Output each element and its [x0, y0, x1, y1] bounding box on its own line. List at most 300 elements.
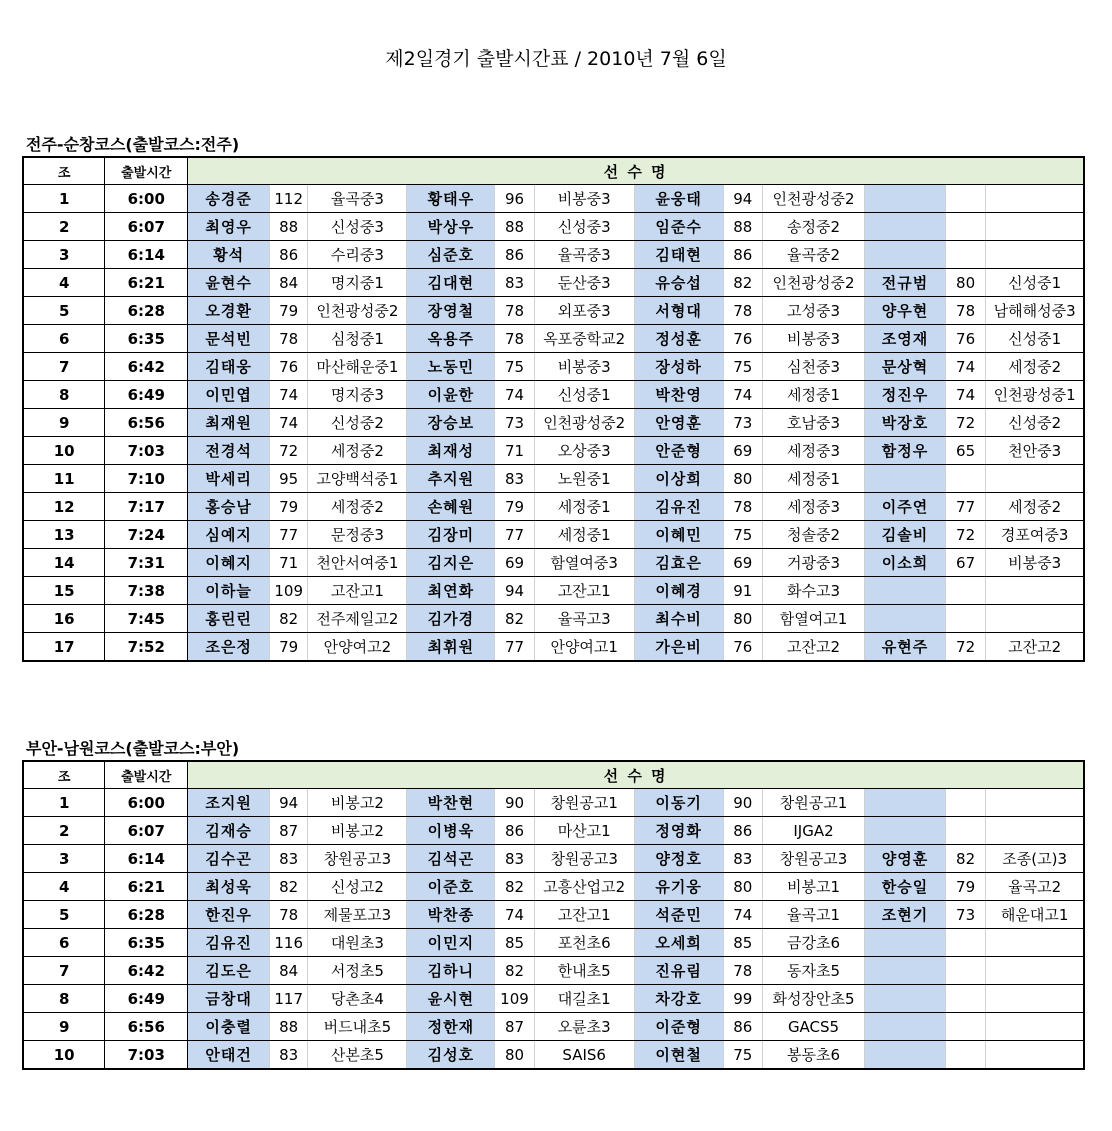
player-school: 조종(고)3	[986, 845, 1084, 873]
empty-school-cell	[986, 789, 1084, 817]
player-name: 최재원	[188, 409, 270, 437]
player-school: 명지중3	[308, 381, 407, 409]
player-score: 74	[945, 381, 985, 409]
player-school: 둔산중3	[534, 269, 634, 297]
player-name: 김장미	[407, 521, 495, 549]
player-name: 김수곤	[188, 845, 270, 873]
player-score: 72	[945, 409, 985, 437]
header-players: 선 수 명	[188, 761, 1084, 789]
player-name: 이소희	[865, 549, 946, 577]
start-time: 6:14	[105, 241, 188, 269]
player-score: 78	[495, 297, 534, 325]
player-name: 유현주	[865, 633, 946, 662]
player-score: 87	[270, 817, 308, 845]
start-time: 6:07	[105, 213, 188, 241]
player-school: 마산해운중1	[308, 353, 407, 381]
player-school: 세정중1	[763, 381, 865, 409]
table-row	[23, 213, 1084, 241]
player-school: 세정중1	[534, 493, 634, 521]
player-name: 이윤한	[407, 381, 495, 409]
player-school: 버드내초5	[308, 1013, 407, 1041]
player-name: 윤시현	[407, 985, 495, 1013]
player-score: 83	[495, 845, 534, 873]
player-name: 전규범	[865, 269, 946, 297]
player-score: 74	[723, 381, 762, 409]
player-name: 김유진	[188, 929, 270, 957]
group-number: 10	[23, 437, 105, 465]
player-school: 문정중3	[308, 521, 407, 549]
section-title-jeonju: 전주-순창코스(출발코스:전주)	[26, 135, 240, 154]
player-score: 72	[270, 437, 308, 465]
player-score: 69	[723, 549, 762, 577]
player-school: 비봉고2	[308, 817, 407, 845]
empty-score-cell	[945, 817, 985, 845]
player-school: 세정중3	[763, 493, 865, 521]
player-score: 69	[495, 549, 534, 577]
player-name: 유승섭	[634, 269, 723, 297]
player-score: 86	[723, 817, 762, 845]
player-school: 고잔고1	[308, 577, 407, 605]
table-row	[23, 1013, 1084, 1041]
player-name: 안영훈	[634, 409, 723, 437]
group-number: 7	[23, 957, 105, 985]
player-name: 박상우	[407, 213, 495, 241]
player-school: 고잔고1	[534, 577, 634, 605]
player-score: 82	[723, 269, 762, 297]
group-number: 17	[23, 633, 105, 662]
player-score: 79	[270, 633, 308, 662]
player-school: 대원초3	[308, 929, 407, 957]
player-score: 85	[495, 929, 534, 957]
empty-score-cell	[945, 957, 985, 985]
player-score: 117	[270, 985, 308, 1013]
player-school: 고잔고2	[763, 633, 865, 662]
player-school: 창원공고3	[308, 845, 407, 873]
player-score: 76	[723, 633, 762, 662]
player-name: 김석곤	[407, 845, 495, 873]
empty-score-cell	[945, 605, 985, 633]
player-name: 문상혁	[865, 353, 946, 381]
player-school: 명지중1	[308, 269, 407, 297]
player-score: 112	[270, 185, 308, 213]
table-row	[23, 521, 1084, 549]
empty-name-cell	[865, 605, 946, 633]
group-number: 10	[23, 1041, 105, 1070]
player-score: 77	[495, 633, 534, 662]
player-name: 장성하	[634, 353, 723, 381]
player-score: 83	[270, 1041, 308, 1070]
player-name: 김도은	[188, 957, 270, 985]
player-name: 조현기	[865, 901, 946, 929]
player-name: 이민지	[407, 929, 495, 957]
player-name: 오경환	[188, 297, 270, 325]
table-row	[23, 929, 1084, 957]
player-score: 73	[945, 901, 985, 929]
player-school: 안양여고2	[308, 633, 407, 662]
player-score: 94	[270, 789, 308, 817]
player-school: 금강초6	[763, 929, 865, 957]
player-name: 박찬종	[407, 901, 495, 929]
group-number: 7	[23, 353, 105, 381]
player-score: 77	[495, 521, 534, 549]
player-name: 황태우	[407, 185, 495, 213]
player-score: 86	[723, 1013, 762, 1041]
player-name: 심준호	[407, 241, 495, 269]
player-school: 율곡중3	[308, 185, 407, 213]
group-number: 15	[23, 577, 105, 605]
player-score: 90	[723, 789, 762, 817]
table-row	[23, 845, 1084, 873]
start-time: 6:14	[105, 845, 188, 873]
start-time: 7:17	[105, 493, 188, 521]
player-name: 석준민	[634, 901, 723, 929]
player-school: 외포중3	[534, 297, 634, 325]
player-score: 78	[495, 325, 534, 353]
player-name: 김태웅	[188, 353, 270, 381]
header-start-time: 출발시간	[105, 157, 188, 185]
player-school: 노원중1	[534, 465, 634, 493]
empty-score-cell	[945, 1041, 985, 1070]
player-name: 양영훈	[865, 845, 946, 873]
player-school: 인천광성중1	[986, 381, 1084, 409]
player-name: 김대현	[407, 269, 495, 297]
player-school: 봉동초6	[763, 1041, 865, 1070]
empty-score-cell	[945, 1013, 985, 1041]
section-title-buan: 부안-남원코스(출발코스:부안)	[26, 739, 240, 758]
empty-score-cell	[945, 929, 985, 957]
player-name: 이동기	[634, 789, 723, 817]
group-number: 2	[23, 817, 105, 845]
player-score: 80	[723, 873, 762, 901]
empty-score-cell	[945, 185, 985, 213]
player-score: 83	[495, 465, 534, 493]
header-players: 선 수 명	[188, 157, 1084, 185]
player-name: 정영화	[634, 817, 723, 845]
player-score: 109	[270, 577, 308, 605]
empty-name-cell	[865, 957, 946, 985]
group-number: 2	[23, 213, 105, 241]
table-row	[23, 185, 1084, 213]
table-row	[23, 957, 1084, 985]
player-school: 대길초1	[534, 985, 634, 1013]
player-school: 신성중3	[308, 213, 407, 241]
start-time: 6:07	[105, 817, 188, 845]
empty-school-cell	[986, 1013, 1084, 1041]
player-score: 78	[270, 325, 308, 353]
player-score: 76	[723, 325, 762, 353]
player-score: 94	[723, 185, 762, 213]
player-score: 86	[270, 241, 308, 269]
group-number: 6	[23, 929, 105, 957]
player-school: 안양여고1	[534, 633, 634, 662]
player-school: 율곡고1	[763, 901, 865, 929]
player-school: 서정초5	[308, 957, 407, 985]
player-school: 남해해성중3	[986, 297, 1084, 325]
player-name: 전경석	[188, 437, 270, 465]
player-school: 송정중2	[763, 213, 865, 241]
player-name: 이혜민	[634, 521, 723, 549]
player-name: 오세희	[634, 929, 723, 957]
player-score: 71	[495, 437, 534, 465]
player-school: 인천광성중2	[763, 269, 865, 297]
player-name: 한진우	[188, 901, 270, 929]
player-score: 74	[495, 901, 534, 929]
player-name: 홍승남	[188, 493, 270, 521]
player-name: 홍린린	[188, 605, 270, 633]
player-name: 김가경	[407, 605, 495, 633]
start-time: 6:28	[105, 297, 188, 325]
empty-school-cell	[986, 241, 1084, 269]
player-score: 86	[495, 817, 534, 845]
player-score: 73	[723, 409, 762, 437]
group-number: 8	[23, 381, 105, 409]
table-row	[23, 549, 1084, 577]
group-number: 1	[23, 789, 105, 817]
empty-name-cell	[865, 213, 946, 241]
player-name: 김성호	[407, 1041, 495, 1070]
player-name: 가은비	[634, 633, 723, 662]
player-score: 88	[495, 213, 534, 241]
player-name: 최연화	[407, 577, 495, 605]
player-school: 비봉중3	[534, 353, 634, 381]
player-score: 116	[270, 929, 308, 957]
empty-name-cell	[865, 985, 946, 1013]
player-school: 비봉중3	[763, 325, 865, 353]
player-name: 이준호	[407, 873, 495, 901]
player-school: 세정중3	[763, 437, 865, 465]
group-number: 3	[23, 241, 105, 269]
player-school: 심청중1	[308, 325, 407, 353]
player-score: 69	[723, 437, 762, 465]
empty-score-cell	[945, 985, 985, 1013]
player-score: 99	[723, 985, 762, 1013]
player-name: 장승보	[407, 409, 495, 437]
player-school: 신성중2	[986, 409, 1084, 437]
empty-school-cell	[986, 213, 1084, 241]
player-score: 77	[945, 493, 985, 521]
empty-name-cell	[865, 817, 946, 845]
player-name: 김지은	[407, 549, 495, 577]
player-name: 박장호	[865, 409, 946, 437]
table-row	[23, 353, 1084, 381]
player-name: 김유진	[634, 493, 723, 521]
group-number: 11	[23, 465, 105, 493]
player-school: 비봉중3	[986, 549, 1084, 577]
empty-name-cell	[865, 465, 946, 493]
player-school: 마산고1	[534, 817, 634, 845]
empty-school-cell	[986, 577, 1084, 605]
player-school: 오상중3	[534, 437, 634, 465]
player-name: 황석	[188, 241, 270, 269]
player-school: 화성장안초5	[763, 985, 865, 1013]
group-number: 1	[23, 185, 105, 213]
player-score: 74	[270, 409, 308, 437]
empty-name-cell	[865, 185, 946, 213]
empty-school-cell	[986, 465, 1084, 493]
player-name: 김하니	[407, 957, 495, 985]
player-name: 옥용주	[407, 325, 495, 353]
start-time: 7:31	[105, 549, 188, 577]
table-row	[23, 577, 1084, 605]
player-score: 79	[270, 297, 308, 325]
player-school: 고잔고2	[986, 633, 1084, 662]
player-score: 88	[723, 213, 762, 241]
empty-school-cell	[986, 605, 1084, 633]
player-score: 72	[945, 521, 985, 549]
start-time: 6:35	[105, 325, 188, 353]
schedule-table-jeonju	[22, 156, 1085, 662]
player-name: 금창대	[188, 985, 270, 1013]
group-number: 4	[23, 873, 105, 901]
player-score: 90	[495, 789, 534, 817]
empty-school-cell	[986, 1041, 1084, 1070]
table-row	[23, 269, 1084, 297]
start-time: 6:35	[105, 929, 188, 957]
player-score: 82	[495, 605, 534, 633]
group-number: 3	[23, 845, 105, 873]
player-name: 조영재	[865, 325, 946, 353]
player-score: 79	[945, 873, 985, 901]
player-school: 옥포중학교2	[534, 325, 634, 353]
player-score: 78	[723, 297, 762, 325]
player-school: 창원공고1	[763, 789, 865, 817]
player-school: 거광중3	[763, 549, 865, 577]
player-school: 고양백석중1	[308, 465, 407, 493]
player-name: 김태현	[634, 241, 723, 269]
player-name: 이혜경	[634, 577, 723, 605]
player-score: 82	[495, 957, 534, 985]
player-name: 정한재	[407, 1013, 495, 1041]
player-school: 비봉고2	[308, 789, 407, 817]
player-score: 78	[723, 493, 762, 521]
group-number: 5	[23, 901, 105, 929]
player-score: 85	[723, 929, 762, 957]
header-row	[23, 761, 1084, 789]
group-number: 9	[23, 1013, 105, 1041]
start-time: 6:56	[105, 409, 188, 437]
start-time: 6:42	[105, 353, 188, 381]
empty-score-cell	[945, 465, 985, 493]
start-time: 7:03	[105, 437, 188, 465]
player-school: 화수고3	[763, 577, 865, 605]
empty-name-cell	[865, 577, 946, 605]
player-score: 72	[945, 633, 985, 662]
empty-school-cell	[986, 957, 1084, 985]
player-score: 83	[723, 845, 762, 873]
start-time: 7:38	[105, 577, 188, 605]
player-name: 함정우	[865, 437, 946, 465]
group-number: 16	[23, 605, 105, 633]
player-school: 해운대고1	[986, 901, 1084, 929]
table-row	[23, 381, 1084, 409]
start-time: 6:42	[105, 957, 188, 985]
player-school: 신성중2	[308, 409, 407, 437]
player-name: 손혜원	[407, 493, 495, 521]
empty-score-cell	[945, 577, 985, 605]
header-group: 조	[23, 761, 105, 789]
player-school: 동자초5	[763, 957, 865, 985]
table-row	[23, 241, 1084, 269]
table-row	[23, 873, 1084, 901]
start-time: 7:45	[105, 605, 188, 633]
player-school: 산본초5	[308, 1041, 407, 1070]
player-school: 율곡고2	[986, 873, 1084, 901]
player-school: 오륜초3	[534, 1013, 634, 1041]
start-time: 6:00	[105, 789, 188, 817]
player-name: 정진우	[865, 381, 946, 409]
player-school: 청솔중2	[763, 521, 865, 549]
player-score: 65	[945, 437, 985, 465]
player-score: 76	[945, 325, 985, 353]
empty-score-cell	[945, 789, 985, 817]
player-score: 76	[270, 353, 308, 381]
player-school: 세정중1	[534, 521, 634, 549]
player-name: 박찬영	[634, 381, 723, 409]
player-school: 제물포고3	[308, 901, 407, 929]
player-school: 한내초5	[534, 957, 634, 985]
player-school: 함열여중3	[534, 549, 634, 577]
empty-name-cell	[865, 789, 946, 817]
player-school: 세정중2	[308, 493, 407, 521]
player-score: 87	[495, 1013, 534, 1041]
start-time: 6:56	[105, 1013, 188, 1041]
player-name: 최영우	[188, 213, 270, 241]
player-school: 율곡중2	[763, 241, 865, 269]
player-school: 경포여중3	[986, 521, 1084, 549]
player-score: 86	[723, 241, 762, 269]
player-score: 82	[945, 845, 985, 873]
empty-school-cell	[986, 929, 1084, 957]
player-name: 이준형	[634, 1013, 723, 1041]
player-score: 78	[270, 901, 308, 929]
table-row	[23, 465, 1084, 493]
player-school: SAIS6	[534, 1041, 634, 1070]
start-time: 6:21	[105, 873, 188, 901]
player-school: 신성고2	[308, 873, 407, 901]
player-score: 86	[495, 241, 534, 269]
player-name: 최재성	[407, 437, 495, 465]
table-row	[23, 1041, 1084, 1070]
player-score: 83	[495, 269, 534, 297]
player-school: 인천광성중2	[534, 409, 634, 437]
player-score: 78	[945, 297, 985, 325]
start-time: 7:03	[105, 1041, 188, 1070]
group-number: 14	[23, 549, 105, 577]
player-name: 정성훈	[634, 325, 723, 353]
table-row	[23, 297, 1084, 325]
start-time: 7:24	[105, 521, 188, 549]
empty-school-cell	[986, 817, 1084, 845]
player-school: 호남중3	[763, 409, 865, 437]
start-time: 6:49	[105, 381, 188, 409]
player-school: 비봉중3	[534, 185, 634, 213]
player-name: 윤웅태	[634, 185, 723, 213]
group-number: 13	[23, 521, 105, 549]
table-row	[23, 409, 1084, 437]
player-school: 창원공고3	[534, 845, 634, 873]
player-score: 74	[945, 353, 985, 381]
player-name: 양우현	[865, 297, 946, 325]
player-name: 문석빈	[188, 325, 270, 353]
start-time: 6:21	[105, 269, 188, 297]
player-score: 67	[945, 549, 985, 577]
player-score: 80	[945, 269, 985, 297]
player-name: 추지원	[407, 465, 495, 493]
player-name: 이상희	[634, 465, 723, 493]
player-score: 80	[723, 465, 762, 493]
player-score: 95	[270, 465, 308, 493]
start-time: 6:49	[105, 985, 188, 1013]
